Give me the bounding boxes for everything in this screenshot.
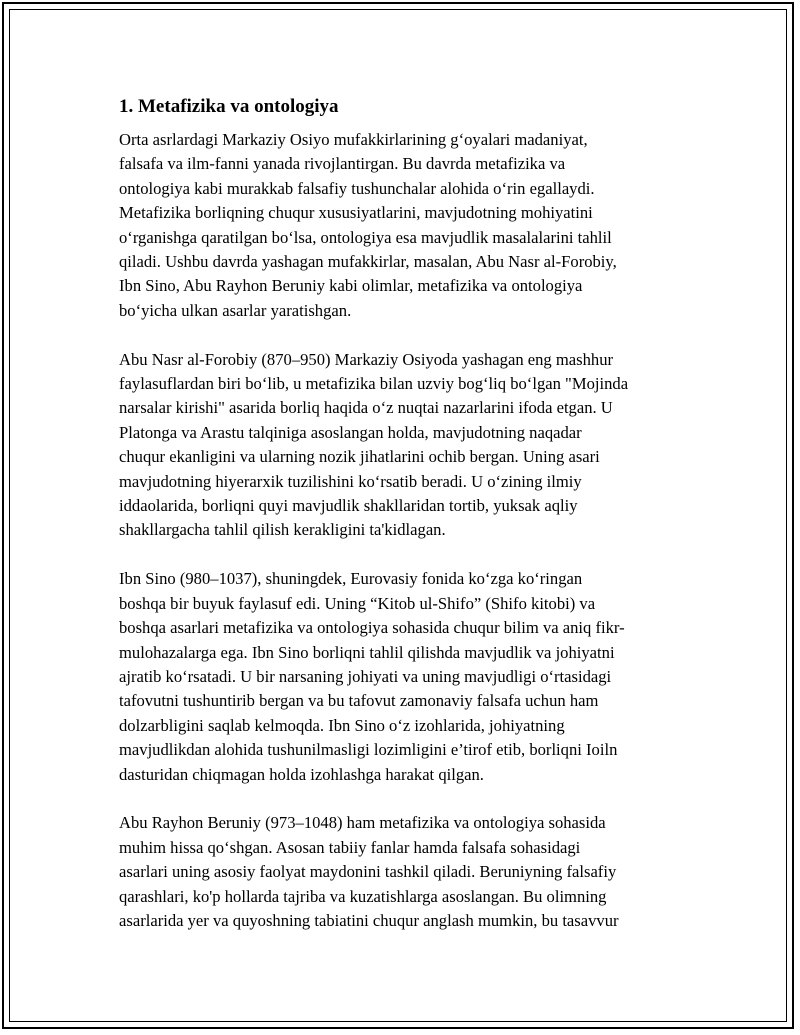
section-heading: 1. Metafizika va ontologiya (119, 96, 339, 117)
paragraph-intro: Orta asrlardagi Markaziy Osiyo mufakkirlarining g‘oyalari madaniyat, falsafa va ilm-fanni yanada rivojlantirgan. Bu davrda metafizika va ontologiya kabi murakkab falsafiy tushunchalar alohida o‘rin egallaydi. Metafizika borliqning chuqur xususiyatlarini, mavjudotning mohiyatini o‘rganishga qaratilgan bo‘lsa, ontologiya esa mavjudlik masalalarini tahlil qiladi. Ushbu davrda yashagan mufakkirlar, masalan, Abu Nasr al-Forobiy, Ibn Sino, Abu Rayhon Beruniy kabi olimlar, metafizika va ontologiya bo‘yicha ulkan asarlar yaratishgan. (119, 130, 617, 320)
paragraph-forobiy: Abu Nasr al-Forobiy (870–950) Markaziy Osiyoda yashagan eng mashhur faylasuflardan biri bo‘lib, u metafizika bilan uzviy bog‘liq bo‘lgan "Mojinda narsalar kirishi" asarida borliq haqida o‘z nuqtai nazarlarini ifoda etgan. U Platonga va Arastu talqiniga asoslangan holda, mavjudotning naqadar chuqur ekanligini va ularning nozik jihatlarini ochib bergan. Uning asari mavjudotning hiyerarxik tuzilishini ko‘rsatib beradi. U o‘zining ilmiy iddaolarida, borliqni quyi mavjudlik shakllaridan tortib, yuksak aqliy shakllargacha tahlil qilish kerakligini ta'kidlagan. (119, 349, 629, 540)
document-body (119, 92, 689, 958)
paragraph-beruniy: Abu Rayhon Beruniy (973–1048) ham metafizika va ontologiya sohasida muhim hissa qo‘shgan. Asosan tabiiy fanlar hamda falsafa sohasidagi asarlari uning asosiy faolyat maydonini tashkil qiladi. Beruniyning falsafiy qarashlari, ko'p hollarda tajriba va kuzatishlarga asoslangan. Bu olimning asarlarida yer va quyoshning tabiatini chuqur anglash mumkin, bu tasavvur (119, 813, 619, 930)
paragraph-ibn-sino: Ibn Sino (980–1037), shuningdek, Eurovasiy fonida ko‘zga ko‘ringan boshqa bir buyuk faylasuf edi. Uning “Kitob ul-Shifo” (Shifo kitobi) va boshqa asarlari metafizika va ontologiya sohasida chuqur bilim va aniq fikr- mulohazalarga ega. Ibn Sino borliqni tahlil qilishda mavjudlik va johiyatni ajratib ko‘rsatadi. U bir narsaning johiyati va uning mavjudligi o‘rtasidagi tafovutni tushuntirib bergan va bu tafovut zamonaviy falsafa uchun ham dolzarbligini saqlab kelmoqda. Ibn Sino o‘z izohlarida, johiyatning mavjudlikdan alohida tushunilmasligi lozimligini e’tirof etib, borliqni Ioiln dasturidan chiqmagan holda izohlashga harakat qilgan. (119, 569, 625, 784)
